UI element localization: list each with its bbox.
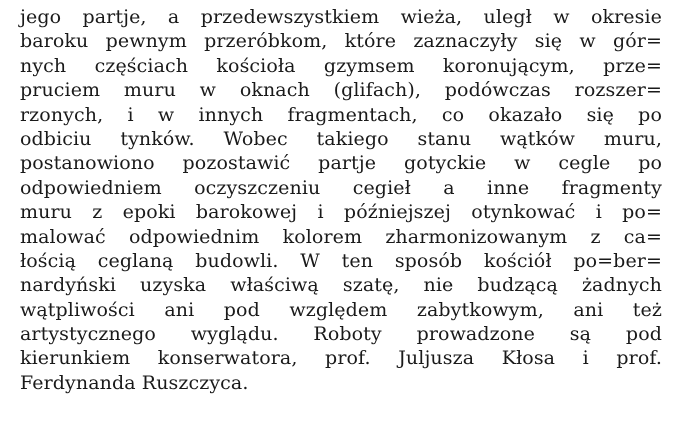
text-line: kierunkiem konserwatora, prof. Juljusza Kłosa i prof. (20, 347, 662, 370)
text-line: postanowiono pozostawić partje gotyckie w cegle po (20, 152, 662, 175)
text-line: wątpliwości ani pod względem zabytkowym, ani też (20, 298, 662, 321)
text-line: pruciem muru w oknach (glifach), podówczas rozszer= (20, 79, 662, 102)
text-line: odbiciu tynków. Wobec takiego stanu wątków muru, (20, 127, 662, 150)
text-line: jego partje, a przedewszystkiem wieża, uległ w okresie (20, 6, 662, 28)
text-line: muru z epoki barokowej i późniejszej otynkować i po= (20, 201, 662, 224)
text-line: odpowiedniem oczyszczeniu cegieł a inne fragmenty (20, 176, 662, 199)
text-line: nardyński uzyska właściwą szatę, nie budzącą żadnych (20, 274, 662, 297)
text-line: łością ceglaną budowli. W ten sposób kościół po=ber= (20, 249, 662, 272)
body-paragraph (20, 5, 662, 395)
text-line: malować odpowiednim kolorem zharmonizowanym z ca= (20, 225, 662, 248)
text-line: baroku pewnym przeróbkom, które zaznaczyły się w gór= (20, 30, 662, 53)
text-line-last: Ferdynanda Ruszczyca. (20, 371, 249, 394)
text-line: rzonych, i w innych fragmentach, co okazało się po (20, 103, 662, 126)
text-line: nych częściach kościoła gzymsem koronującym, prze= (20, 54, 662, 77)
text-line: artystycznego wyglądu. Roboty prowadzone są pod (20, 323, 662, 346)
